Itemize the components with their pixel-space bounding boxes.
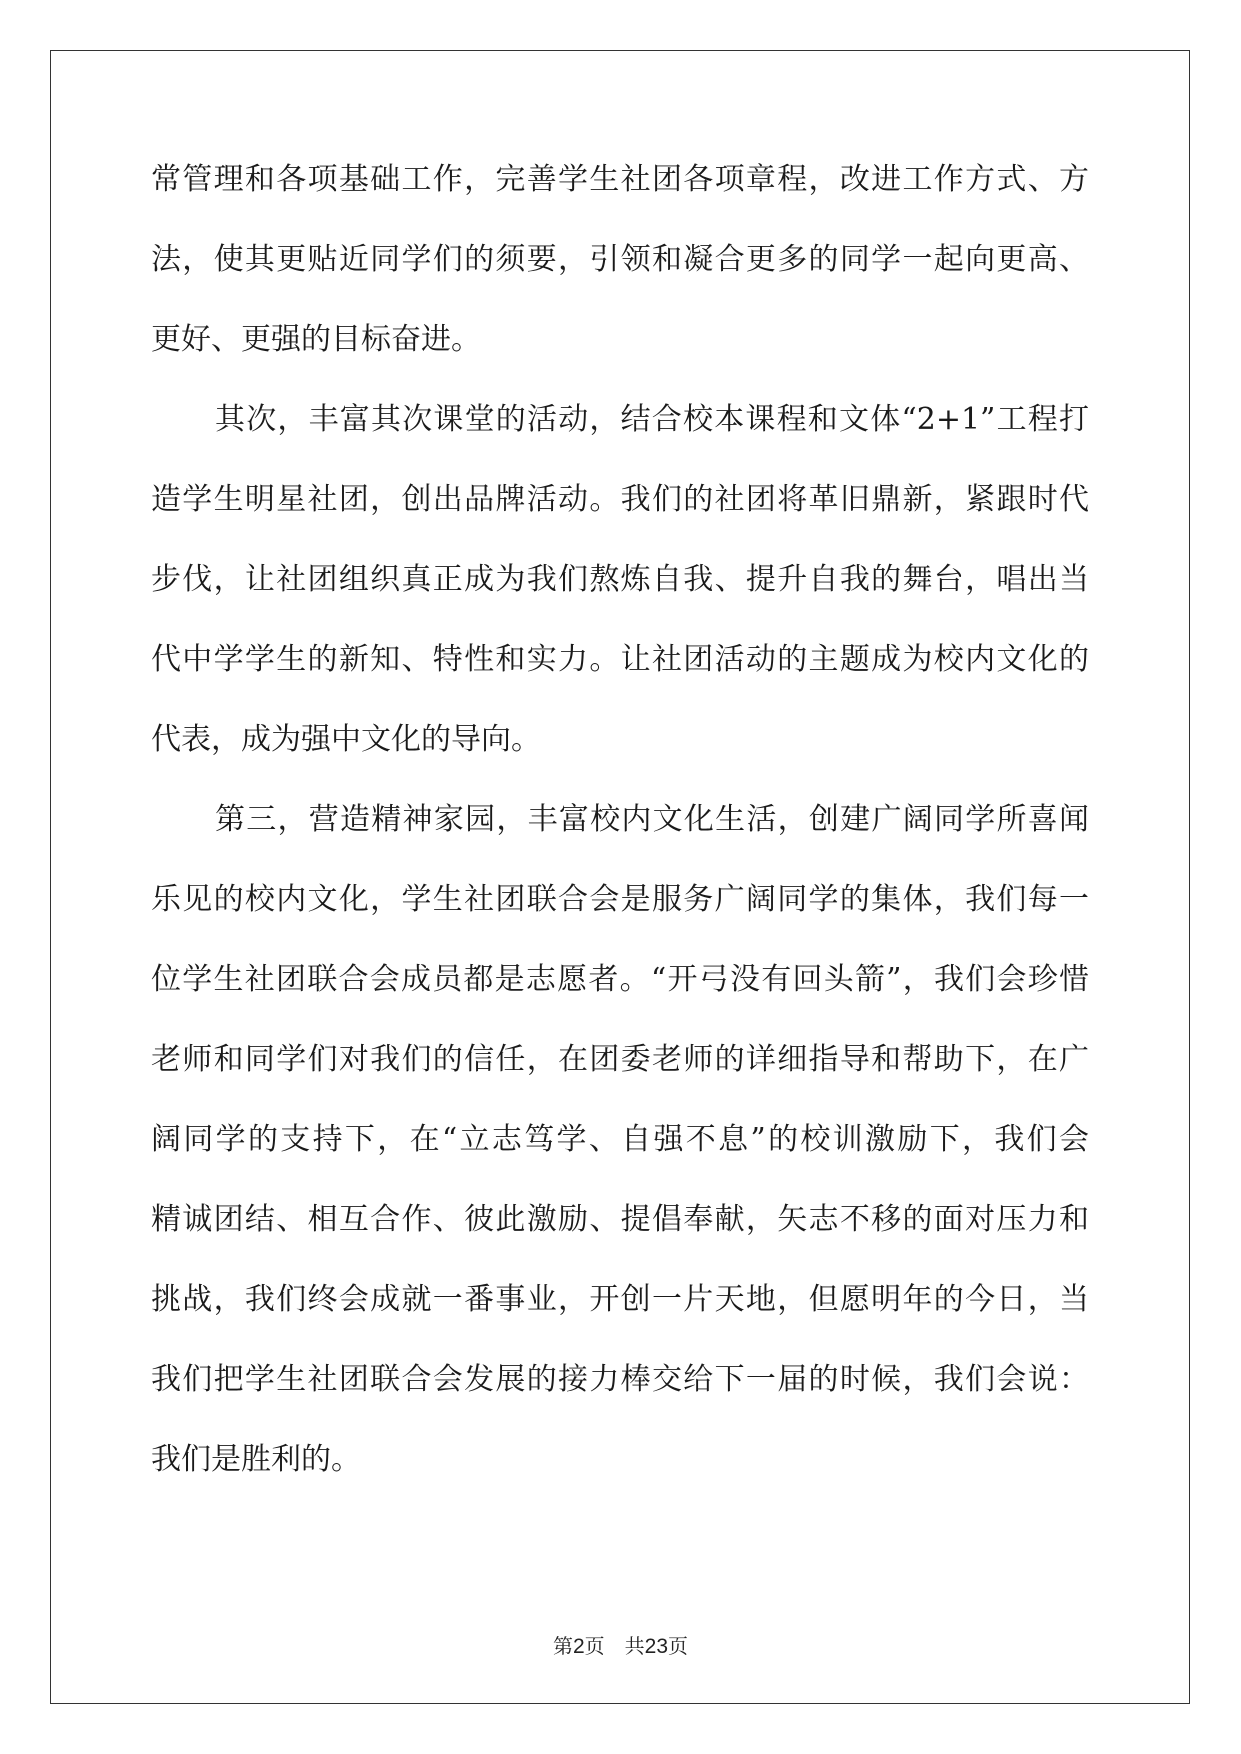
text-line: 法，使其更贴近同学们的须要，引领和凝合更多的同学一起向更高、 bbox=[151, 242, 1089, 277]
text-line: 第三，营造精神家园，丰富校内文化生活，创建广阔同学所喜闻 bbox=[215, 802, 1089, 837]
text-line: 我们是胜利的。 bbox=[151, 1442, 361, 1477]
footer-prefix: 第 bbox=[552, 1634, 573, 1658]
footer-mid: 页 共 bbox=[584, 1634, 645, 1658]
document-body bbox=[151, 162, 1089, 1522]
text-line: 老师和同学们对我们的信任，在团委老师的详细指导和帮助下，在广 bbox=[151, 1042, 1089, 1077]
page-footer bbox=[0, 1630, 1241, 1659]
total-page-number: 23 bbox=[644, 1635, 669, 1658]
text-line: 精诚团结、相互合作、彼此激励、提倡奉献，矢志不移的面对压力和 bbox=[151, 1202, 1089, 1237]
text-line: 代中学学生的新知、特性和实力。让社团活动的主题成为校内文化的 bbox=[151, 642, 1089, 677]
footer-suffix: 页 bbox=[668, 1634, 689, 1658]
current-page-number: 2 bbox=[572, 1635, 585, 1658]
text-line: 更好、更强的目标奋进。 bbox=[151, 322, 481, 357]
text-line: 常管理和各项基础工作，完善学生社团各项章程，改进工作方式、方 bbox=[151, 162, 1089, 197]
text-line: 代表，成为强中文化的导向。 bbox=[151, 722, 541, 757]
text-line: 其次，丰富其次课堂的活动，结合校本课程和文体“2+1”工程打 bbox=[215, 402, 1089, 437]
text-line: 我们把学生社团联合会发展的接力棒交给下一届的时候，我们会说： bbox=[151, 1362, 1089, 1397]
text-line: 挑战，我们终会成就一番事业，开创一片天地，但愿明年的今日，当 bbox=[151, 1282, 1089, 1317]
text-line: 位学生社团联合会成员都是志愿者。“开弓没有回头箭”，我们会珍惜 bbox=[151, 962, 1089, 997]
text-line: 阔同学的支持下，在“立志笃学、自强不息”的校训激励下，我们会 bbox=[151, 1122, 1089, 1157]
text-line: 乐见的校内文化，学生社团联合会是服务广阔同学的集体，我们每一 bbox=[151, 882, 1089, 917]
text-line: 造学生明星社团，创出品牌活动。我们的社团将革旧鼎新，紧跟时代 bbox=[151, 482, 1089, 517]
text-line: 步伐，让社团组织真正成为我们熬炼自我、提升自我的舞台，唱出当 bbox=[151, 562, 1089, 597]
